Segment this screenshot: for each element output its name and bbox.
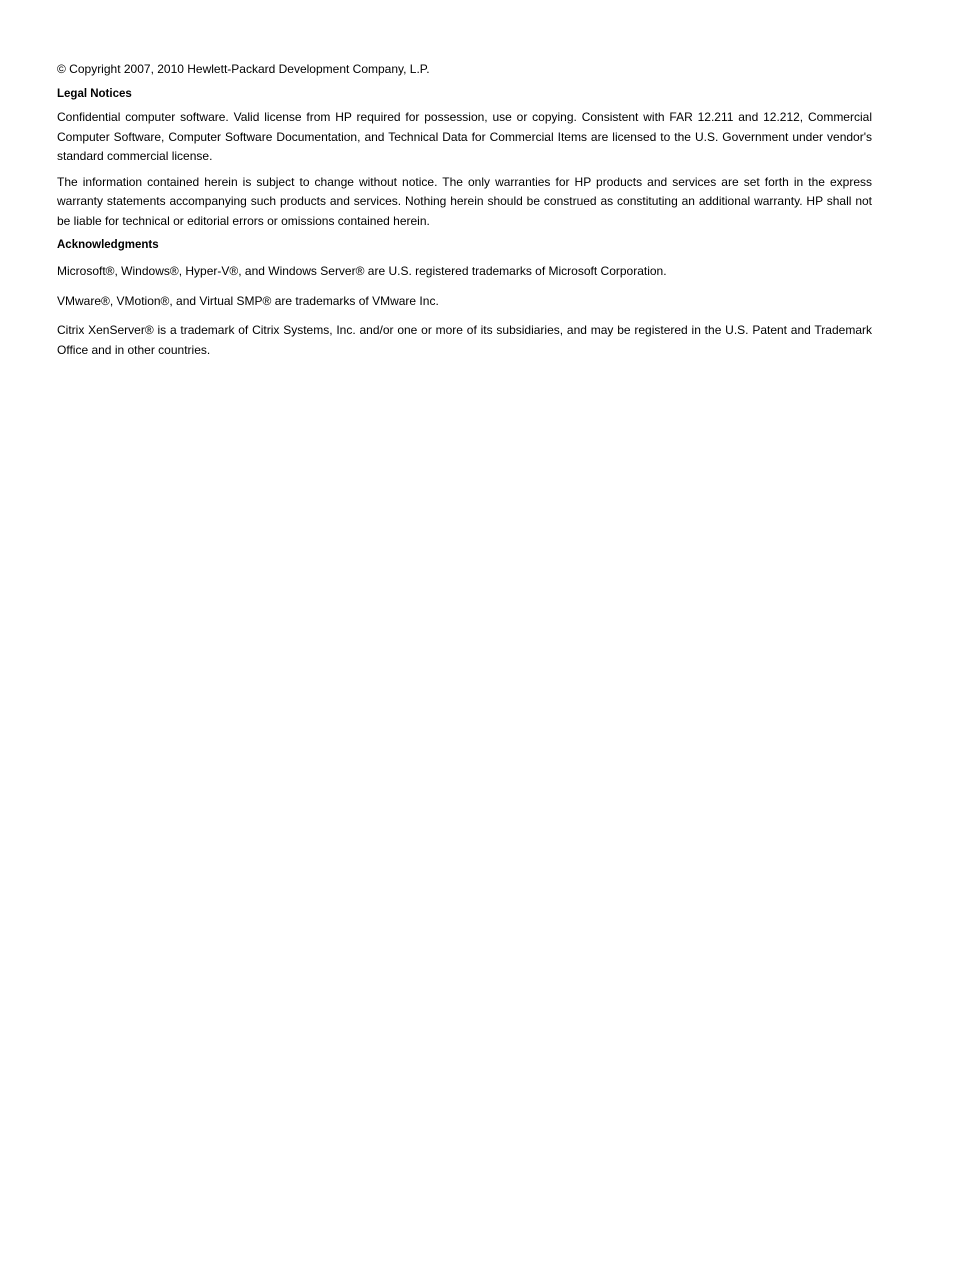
acknowledgments-heading: Acknowledgments — [57, 239, 159, 251]
copyright-notice: © Copyright 2007, 2010 Hewlett-Packard Development Company, L.P. — [57, 62, 430, 76]
ack-paragraph-citrix: Citrix XenServer® is a trademark of Citrix Systems, Inc. and/or one or more of its subsidiaries, and may be registered in the U.S. Patent and Trademark Office and in other countries. — [57, 323, 872, 357]
legal-paragraph-warranty: The information contained herein is subject to change without notice. The only warranties for HP products and services are set forth in the express warranty statements accompanying such products and services. Nothing herein should be construed as constituting an additional warranty. HP shall not be liable for technical or editorial errors or omissions contained herein. — [57, 174, 872, 228]
acknowledgments-section — [57, 237, 872, 360]
legal-notices-heading: Legal Notices — [57, 88, 132, 100]
legal-notices-section — [57, 86, 872, 231]
document-page — [57, 60, 872, 370]
ack-paragraph-vmware: VMware®, VMotion®, and Virtual SMP® are trademarks of VMware Inc. — [57, 293, 439, 308]
ack-paragraph-microsoft: Microsoft®, Windows®, Hyper-V®, and Windows Server® are U.S. registered trademarks of Microsoft Corporation. — [57, 264, 667, 278]
legal-paragraph-license: Confidential computer software. Valid license from HP required for possession, use or copying. Consistent with FAR 12.211 and 12.212, Commercial Computer Software, Computer Software Documentation, and Technical Data for Commercial Items are licensed to the U.S. Government under vendor's standard commercial license. — [57, 110, 872, 163]
